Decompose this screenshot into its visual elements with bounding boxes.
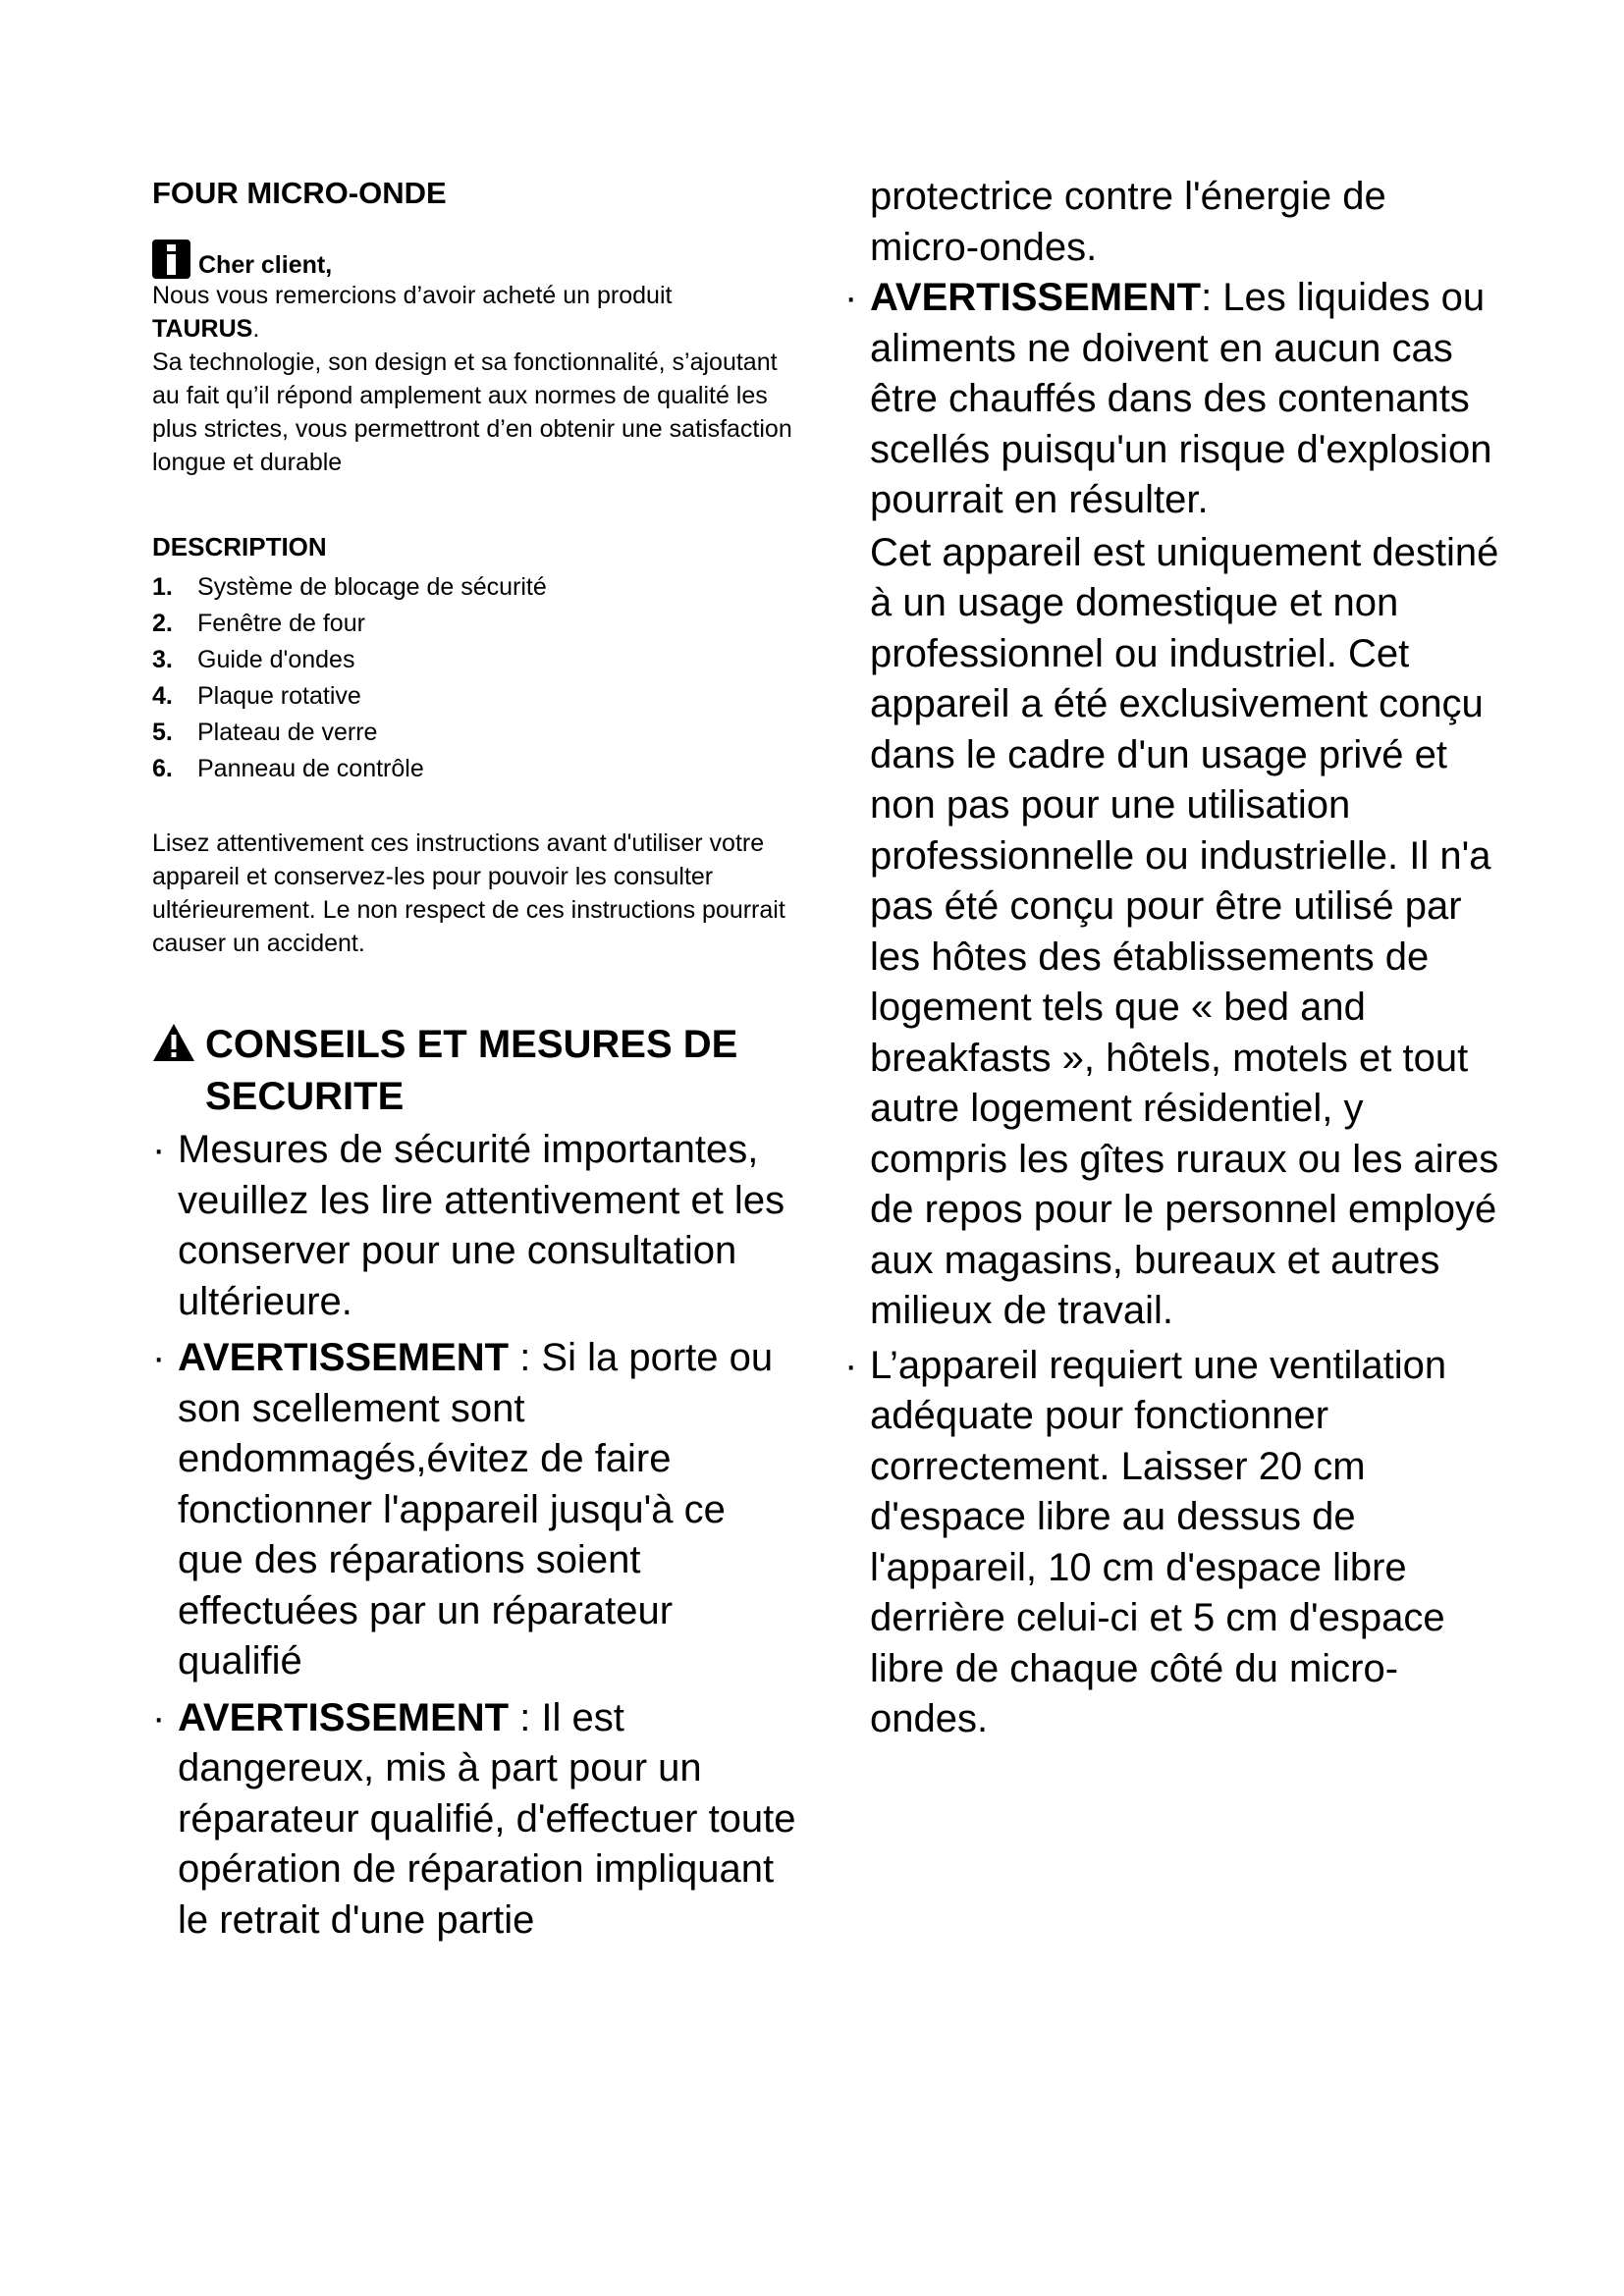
- description-item-label: Guide d'ondes: [197, 646, 355, 673]
- usage-paragraph: Cet appareil est uniquement destiné à un usage domestique et non professionnel ou industriel. Cet appareil a été exclusivement conçu dans le cadre d'un usage privé et non pas pour une utilisation professionnelle ou industrielle. Il n'a pas été conçu pour être utilisé par les hôtes des établissements de logement tels que « bed and breakfasts », hôtels, motels et tout autre logement résidentiel, y compris les gîtes ruraux ou les aires de repos pour le personnel employé aux magasins, bureaux et autres milieux de travail.: [870, 530, 1499, 1332]
- warning-triangle-icon: [152, 1023, 195, 1062]
- description-item-label: Plaque rotative: [197, 682, 361, 710]
- bullet-dot: ·: [844, 276, 858, 319]
- bullet-bold: AVERTISSEMENT: [178, 1336, 510, 1379]
- safety-heading-text: CONSEILS ET MESURES DE SECURITE: [205, 1023, 738, 1118]
- intro-paragraph: Sa technologie, son design et sa fonctionnalité, s’ajoutant au fait qu’il répond amplement aux normes de qualité les plus strictes, vous permettront d’en obtenir une satisfaction longue et durable: [152, 348, 792, 476]
- description-item-number: 2.: [152, 610, 173, 637]
- bullet-text: : Il est dangereux, mis à part pour un réparateur qualifié, d'effectuer toute opération de réparation impliquant le retrait d'une partie: [178, 1695, 796, 1942]
- description-list: [152, 569, 800, 787]
- description-item: [152, 569, 800, 606]
- safety-heading: [152, 1019, 800, 1123]
- left-column: [152, 175, 800, 1951]
- bullet-item: [833, 273, 1500, 526]
- bullet-bold: AVERTISSEMENT: [870, 276, 1202, 319]
- info-icon: [152, 240, 190, 279]
- greeting-row: [152, 240, 800, 279]
- brand-line: [152, 312, 800, 346]
- brand-suffix: .: [252, 315, 260, 343]
- brand-name: TAURUS: [152, 315, 253, 343]
- intro-line: [152, 279, 800, 312]
- bullet-text: Mesures de sécurité importantes, veuillez les lire attentivement et les conserver pour une consultation ultérieure.: [178, 1128, 785, 1323]
- description-item-label: Panneau de contrôle: [197, 755, 424, 782]
- description-item-number: 5.: [152, 719, 173, 746]
- bullet-text: : Si la porte ou son scellement sont endommagés,évitez de faire fonctionner l'appareil jusqu'à ce que des réparations soient effectuées par un réparateur qualifié: [178, 1336, 774, 1682]
- description-item-number: 3.: [152, 646, 173, 673]
- bullet-dot: ·: [152, 1695, 166, 1739]
- bullet-item: [833, 1341, 1500, 1745]
- bullet-item: [152, 1333, 800, 1687]
- bullet-text: : Les liquides ou aliments ne doivent en aucun cas être chauffés dans des contenants scellés puisqu'un risque d'explosion pourrait en résulter.: [870, 276, 1492, 521]
- description-item: [152, 642, 800, 678]
- description-item-label: Plateau de verre: [197, 719, 378, 746]
- bullet-dot: ·: [152, 1336, 166, 1379]
- intro-text: [152, 279, 800, 479]
- description-item: [152, 606, 800, 642]
- greeting: Cher client,: [198, 251, 333, 279]
- page-title: FOUR MICRO-ONDE: [152, 176, 447, 210]
- bullet-item: [152, 1125, 800, 1327]
- description-item-label: Fenêtre de four: [197, 610, 365, 637]
- description-item: [152, 678, 800, 715]
- continuation-text: protectrice contre l'énergie de micro-ondes.: [870, 175, 1386, 269]
- description-item-label: Système de blocage de sécurité: [197, 573, 547, 601]
- bullet-bold: AVERTISSEMENT: [178, 1695, 510, 1739]
- bullet-dot: ·: [844, 1343, 858, 1387]
- bullet-item: [152, 1693, 800, 1947]
- bullet-dot: ·: [152, 1128, 166, 1171]
- intro-thanks: Nous vous remercions d’avoir acheté un produit: [152, 282, 673, 309]
- description-heading: DESCRIPTION: [152, 532, 327, 561]
- description-item: [152, 715, 800, 751]
- description-item-number: 1.: [152, 573, 173, 601]
- description-item: [152, 751, 800, 787]
- read-notice: Lisez attentivement ces instructions avant d'utiliser votre appareil et conservez-les pour pouvoir les consulter ultérieurement. Le non respect de ces instructions pourrait causer un accident.: [152, 829, 785, 957]
- description-item-number: 4.: [152, 682, 173, 710]
- safety-bullets-left: [152, 1125, 800, 1946]
- right-column: [833, 172, 1500, 1745]
- bullet-text: L’appareil requiert une ventilation adéquate pour fonctionner correctement. Laisser 20 cm d'espace libre au dessus de l'appareil, 10 cm d'espace libre derrière celui-ci et 5 cm d'espace libre de chaque côté du micro-ondes.: [870, 1343, 1447, 1740]
- description-item-number: 6.: [152, 755, 173, 782]
